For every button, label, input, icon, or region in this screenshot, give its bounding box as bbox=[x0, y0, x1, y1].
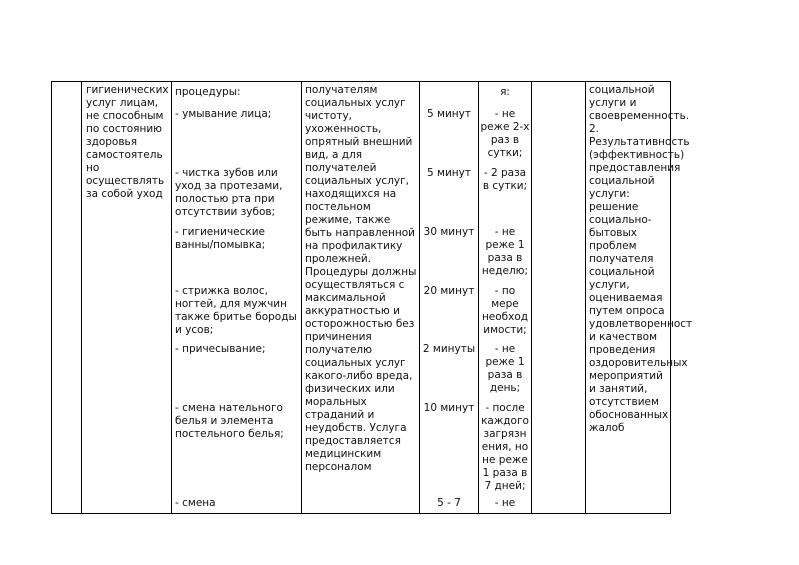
recipients-text: гигиенических услуг лицам, не способным по состоянию здоровья самостоятель но осуществлять за собой уход bbox=[86, 84, 169, 200]
frequency-value: - не bbox=[494, 497, 516, 509]
description-text: получателям социальных услуг чистоту, ухоженность, опрятный внешний вид, а для получателей социальных услуг, находящихся на постельном режиме, также быть направленной на профилактику пролежней. Процедуры должны осуществляться с максимальной аккуратностью и осторожностью без причинения получателю социальных услуг какого-либо вреда, физических или моральных страданий и неудобств. Услуга предоставляется медицинским персоналом bbox=[305, 84, 417, 473]
duration-value: 20 минут bbox=[423, 285, 475, 297]
cell-recipients bbox=[86, 84, 170, 201]
column-divider bbox=[171, 81, 172, 514]
frequency-value: - не реже 2-х раз в сутки; bbox=[480, 108, 530, 159]
duration-value: 5 минут bbox=[427, 108, 471, 120]
column-divider bbox=[531, 81, 532, 514]
column-divider bbox=[81, 81, 82, 514]
duration-value: 2 минуты bbox=[422, 343, 476, 355]
procedure-item: - чистка зубов или уход за протезами, полостью рта при отсутствии зубов; bbox=[175, 167, 283, 218]
procedure-item: - умывание лица; bbox=[175, 108, 272, 120]
duration-value: 30 минут bbox=[423, 226, 475, 238]
duration-value: 10 минут bbox=[423, 402, 475, 414]
column-divider bbox=[478, 81, 479, 514]
cell-description bbox=[305, 84, 417, 474]
frequency-value: - не реже 1 раза в неделю; bbox=[481, 226, 529, 277]
quality-text: социальной услуги и своевременность. 2. Результативность (эффективность) предоставления социальной услуги: решение социально-бытовых проблем получателя социальной услуги, оцениваемая путем опроса удовлетворенност и качеством проведения оздоровительных мероприятий и занятий, отсутствием обоснованных жалоб bbox=[589, 84, 693, 434]
procedures-heading: процедуры: bbox=[175, 86, 241, 98]
procedure-item: - причесывание; bbox=[175, 343, 266, 355]
cell-quality bbox=[589, 84, 693, 435]
column-divider bbox=[301, 81, 302, 514]
duration-value: 5 минут bbox=[427, 167, 471, 179]
procedure-item: - стрижка волос, ногтей, для мужчин также бритье бороды и усов; bbox=[175, 285, 297, 336]
frequency-value: - 2 раза в сутки; bbox=[482, 167, 528, 192]
procedure-item: - смена нательного белья и элемента постельного белья; bbox=[175, 402, 284, 440]
frequency-value: - по мере необход имости; bbox=[481, 285, 529, 336]
duration-value: 5 - 7 bbox=[437, 497, 461, 509]
frequency-value: - не реже 1 раза в день; bbox=[485, 343, 525, 394]
frequency-top: я: bbox=[500, 86, 510, 98]
frequency-value: - после каждого загрязн ения, но не реже 1 раза в 7 дней; bbox=[481, 402, 529, 492]
procedure-item: - гигиенические ванны/помывка; bbox=[175, 226, 266, 251]
column-divider bbox=[585, 81, 586, 514]
procedure-item: - смена bbox=[175, 497, 216, 509]
